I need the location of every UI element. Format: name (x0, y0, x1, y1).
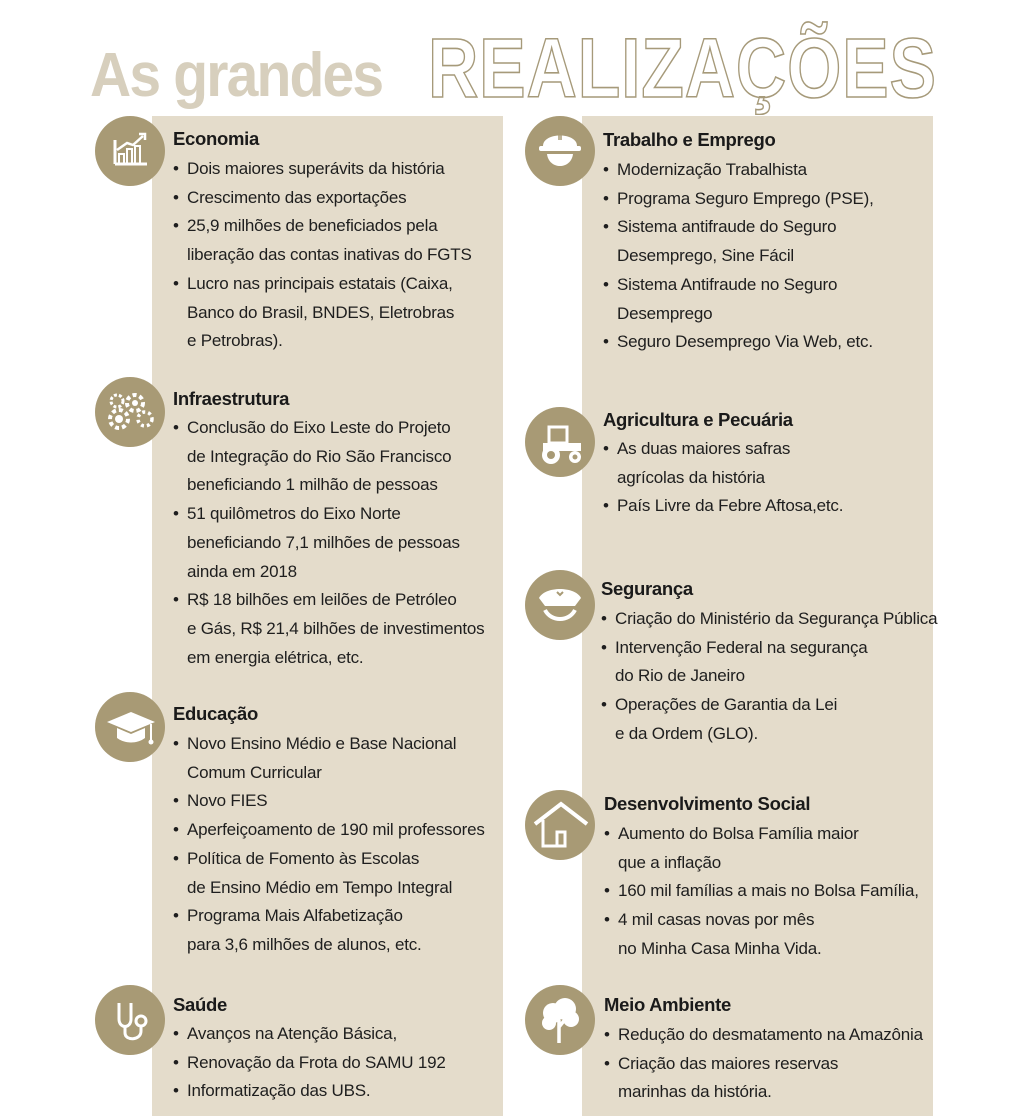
bullet-icon: • (173, 820, 179, 840)
bullet-icon: • (603, 332, 609, 352)
list-item-text: Lucro nas principais estatais (Caixa, (187, 273, 453, 293)
list-item (173, 615, 484, 644)
list-item-text: e Gás, R$ 21,4 bilhões de investimentos (187, 618, 485, 638)
hard-hat-worker-icon (525, 116, 595, 186)
bullet-icon: • (173, 216, 179, 236)
list-item-text: beneficiando 7,1 milhões de pessoas (187, 532, 460, 552)
bar-chart-icon (95, 116, 165, 186)
list-item-text: que a inflação (618, 852, 722, 872)
list-item (603, 300, 874, 329)
list-item (173, 730, 485, 759)
list-item (173, 270, 472, 299)
list-item (173, 787, 485, 816)
list-item-text: do Rio de Janeiro (615, 666, 745, 686)
list-item (173, 299, 472, 328)
title-part-1: As grandes (90, 41, 383, 110)
list-item-text: Criação do Ministério da Segurança Pública (615, 609, 938, 628)
section-title-trabalho: Trabalho e Emprego (603, 129, 776, 150)
list-item-text: Intervenção Federal na segurança (615, 637, 868, 657)
list-item-text: Aperfeiçoamento de 190 mil professores (187, 820, 485, 840)
section-items-educacao (173, 730, 485, 960)
list-item (173, 212, 472, 241)
bullet-icon: • (604, 1053, 610, 1073)
bullet-icon: • (604, 824, 610, 843)
list-item (173, 644, 484, 673)
list-item-text: Desemprego, Sine Fácil (617, 246, 795, 266)
bullet-icon: • (603, 439, 609, 458)
bullet-icon: • (601, 637, 607, 657)
list-item (173, 471, 484, 500)
list-item-text: Programa Seguro Emprego (PSE), (617, 188, 874, 208)
list-item-text: para 3,6 milhões de alunos, etc. (187, 934, 422, 954)
police-cap-icon (525, 570, 595, 640)
bullet-icon: • (173, 848, 179, 868)
list-item-text: R$ 18 bilhões em leilões de Petróleo (187, 590, 457, 610)
list-item-text: Banco do Brasil, BNDES, Eletrobras (187, 302, 455, 322)
section-items-infraestrutura (173, 414, 484, 672)
list-item-text: Informatização das UBS. (187, 1081, 371, 1101)
bullet-icon: • (604, 1025, 610, 1044)
list-item (604, 1078, 923, 1107)
list-item (173, 184, 472, 213)
list-item (173, 443, 484, 472)
list-item-text: ainda em 2018 (187, 561, 297, 581)
list-item (173, 327, 472, 356)
bullet-icon: • (173, 1024, 179, 1043)
list-item-text: Seguro Desemprego Via Web, etc. (617, 332, 873, 352)
bullet-icon: • (173, 273, 179, 293)
bullet-icon: • (173, 418, 179, 437)
list-item (604, 906, 919, 935)
list-item-text: Renovação da Frota do SAMU 192 (187, 1052, 446, 1072)
list-item-text: Aumento do Bolsa Família maior (618, 824, 859, 843)
list-item-text: liberação das contas inativas do FGTS (187, 245, 472, 265)
section-title-saude: Saúde (173, 994, 228, 1015)
list-item-text: Avanços na Atenção Básica, (187, 1024, 397, 1043)
bullet-icon: • (173, 504, 179, 524)
house-icon (525, 790, 595, 860)
list-item (173, 931, 485, 960)
list-item (603, 271, 874, 300)
list-item-text: no Minha Casa Minha Vida. (618, 938, 822, 958)
section-items-seguranca (601, 605, 937, 749)
section-title-meio-ambiente: Meio Ambiente (604, 994, 731, 1015)
list-item (173, 1077, 446, 1106)
list-item-text: 4 mil casas novas por mês (618, 910, 815, 930)
section-items-social (604, 820, 919, 964)
bullet-icon: • (173, 187, 179, 207)
list-item-text: Sistema antifraude do Seguro (617, 217, 837, 237)
list-item (173, 241, 472, 270)
list-item-text: Modernização Trabalhista (617, 160, 807, 179)
list-item (173, 902, 485, 931)
list-item (603, 156, 874, 185)
list-item-text: e da Ordem (GLO). (615, 723, 759, 743)
section-title-infraestrutura: Infraestrutura (173, 388, 290, 409)
list-item-text: 51 quilômetros do Eixo Norte (187, 504, 401, 524)
list-item (604, 849, 919, 878)
bullet-icon: • (173, 1081, 179, 1101)
list-item (601, 720, 937, 749)
bullet-icon: • (173, 1052, 179, 1072)
list-item (603, 185, 874, 214)
list-item (604, 877, 919, 906)
list-item-text: Novo Ensino Médio e Base Nacional (187, 734, 457, 753)
bullet-icon: • (173, 791, 179, 811)
list-item-text: Crescimento das exportações (187, 187, 407, 207)
list-item (604, 1050, 923, 1079)
list-item (603, 435, 843, 464)
list-item-text: em energia elétrica, etc. (187, 647, 364, 667)
list-item (601, 691, 937, 720)
list-item-text: 25,9 milhões de beneficiados pela (187, 216, 438, 236)
section-items-meio-ambiente (604, 1021, 923, 1107)
list-item-text: Novo FIES (187, 791, 268, 811)
list-item-text: Desemprego (617, 303, 713, 323)
section-items-agricultura (603, 435, 843, 521)
list-item (603, 492, 843, 521)
bullet-icon: • (603, 274, 609, 294)
list-item-text: Política de Fomento às Escolas (187, 848, 420, 868)
list-item (604, 820, 919, 849)
list-item-text: de Ensino Médio em Tempo Integral (187, 877, 453, 897)
list-item (173, 874, 485, 903)
section-title-social: Desenvolvimento Social (604, 793, 811, 814)
list-item (604, 935, 919, 964)
bullet-icon: • (173, 734, 179, 753)
list-item (604, 1021, 923, 1050)
section-title-economia: Economia (173, 128, 260, 149)
list-item (603, 213, 874, 242)
list-item (173, 1020, 446, 1049)
tree-icon (525, 985, 595, 1055)
list-item-text: As duas maiores safras (617, 439, 791, 458)
list-item-text: Operações de Garantia da Lei (615, 695, 838, 715)
bullet-icon: • (603, 160, 609, 179)
list-item-text: Conclusão do Eixo Leste do Projeto (187, 418, 451, 437)
list-item-text: Criação das maiores reservas (618, 1053, 839, 1073)
list-item-text: Dois maiores superávits da história (187, 159, 445, 178)
bullet-icon: • (601, 609, 607, 628)
list-item-text: 160 mil famílias a mais no Bolsa Família, (618, 881, 919, 901)
list-item-text: Sistema Antifraude no Seguro (617, 274, 838, 294)
list-item (601, 662, 937, 691)
list-item (173, 845, 485, 874)
section-items-economia (173, 155, 472, 356)
list-item (173, 816, 485, 845)
list-item (603, 464, 843, 493)
list-item-text: Programa Mais Alfabetização (187, 906, 403, 926)
section-items-trabalho (603, 156, 874, 357)
list-item (601, 605, 937, 634)
title-part-2: REALIZAÇÕES (428, 21, 937, 115)
list-item (173, 1049, 446, 1078)
list-item-text: Redução do desmatamento na Amazônia (618, 1025, 923, 1044)
section-title-agricultura: Agricultura e Pecuária (603, 409, 793, 430)
list-item (173, 586, 484, 615)
list-item (173, 500, 484, 529)
list-item (601, 634, 937, 663)
bullet-icon: • (604, 881, 610, 901)
list-item (173, 414, 484, 443)
graduation-cap-icon (95, 692, 165, 762)
list-item-text: marinhas da história. (618, 1082, 772, 1102)
bullet-icon: • (173, 159, 179, 178)
bullet-icon: • (604, 910, 610, 930)
section-items-saude (173, 1020, 446, 1106)
list-item-text: de Integração do Rio São Francisco (187, 446, 452, 466)
list-item-text: e Petrobras). (187, 331, 283, 351)
bullet-icon: • (173, 590, 179, 610)
list-item-text: Comum Curricular (187, 762, 322, 782)
stethoscope-icon (95, 985, 165, 1055)
bullet-icon: • (603, 217, 609, 237)
list-item (173, 558, 484, 587)
tractor-icon (525, 407, 595, 477)
list-item-text: País Livre da Febre Aftosa,etc. (617, 496, 844, 516)
list-item (173, 759, 485, 788)
gears-icon (95, 377, 165, 447)
bullet-icon: • (603, 496, 609, 516)
list-item-text: agrícolas da história (617, 467, 765, 487)
bullet-icon: • (603, 188, 609, 208)
list-item (173, 529, 484, 558)
list-item (173, 155, 472, 184)
list-item (603, 242, 874, 271)
list-item (603, 328, 874, 357)
section-title-seguranca: Segurança (601, 578, 693, 599)
bullet-icon: • (173, 906, 179, 926)
section-title-educacao: Educação (173, 703, 258, 724)
bullet-icon: • (601, 695, 607, 715)
list-item-text: beneficiando 1 milhão de pessoas (187, 475, 438, 495)
